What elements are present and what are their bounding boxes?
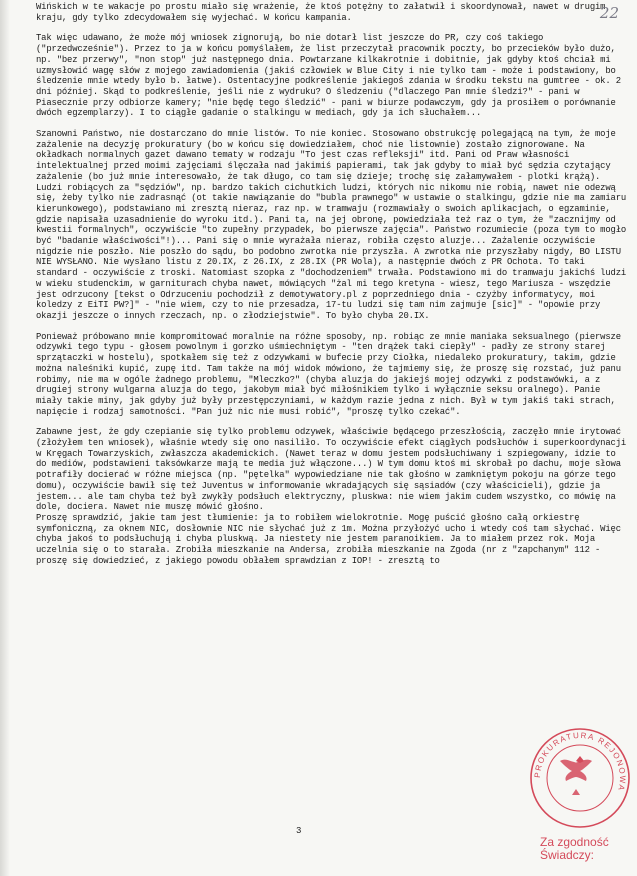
page-number: 3 — [296, 826, 302, 836]
paragraph-6: Proszę sprawdzić, jakie tam jest tłumienie: ja to robiłem wielokrotnie. Mogę puścić głośno całą orkiestrę symfoniczną, za oknem NIC, dosłownie NIC nie słychać już z 1m. Można przyłożyć ucho i wtedy coś tam słychać. Więc chyba jakoś to podsłuchują i chyba pluskwą. Ja niestety nie jestem paranoikiem. Ja to miałem przez rok. Moja uczelnia się o to starała. Zrobiła mieszkanie na Andersa, zrobiła mieszkanie na Zgoda (nr z "zapchanym" 112 - proszę się dowiedzieć, z jakiego powodu obłałem sprawdzian z IOP! - zresztą to — [36, 512, 621, 566]
paragraph-1: Wińskich w te wakacje po prostu miało się wrażenie, że ktoś potężny to załatwił i skoordynował, nawet w drugim kraju, gdy tylko zdecydowałem się wyjechać. W końcu kampania. — [36, 2, 606, 23]
stamp-label-line1: Za zgodność — [540, 835, 609, 849]
scan-binding-shadow — [0, 0, 10, 876]
official-stamp-seal — [528, 726, 632, 830]
handwritten-page-note: 22 — [599, 4, 619, 22]
paragraph-4: Ponieważ próbowano mnie kompromitować moralnie na różne sposoby, np. robiąc ze mnie maniaka seksualnego (pierwsze odzywki tego typu - głosem powolnym i gorzko uśmiechniętym - "ten drążek taki ciepły" - padły ze strony starej sprzątaczki w hostelu), spotkałem się też z odzywkami w bufecie przy Ciołka, niedaleko prokuratury, takim, gdzie można naleśniki kupić, zupę itd. Tam także na mój widok mówiono, że tajmiemy się, że proszę się rozstać, już panu robimy, nie ma w ogóle żadnego problemu, "Mleczko?" (chyba aluzja do jakiejś mojej odzywki z podstawówki, a z drugiej strony wulgarna aluzja do tego, jakobym miał być miłośnikiem tylko i wyłącznie seksu oralnego). Panie miały takie miny, jak gdyby już były przestępczyniami, w każdym razie jedna z nich. Był w tym jakiś taki strach, napięcie i rodzaj samotności. "Pan już nic nie musi robić", "proszę tylko czekać". — [36, 331, 621, 417]
stamp-label — [540, 836, 609, 862]
stamp-ring-text: PROKURATURA REJONOWA — [532, 730, 628, 793]
paragraph-5: Zabawne jest, że gdy czepianie się tylko problemu odzywek, właściwie będącego przeszłością, zaczęło mnie irytować (złożyłem ten wniosek), właśnie wtedy się ono nasiliło. To oczywiście efekt ciągłych podsłuchów i superkoordynacji w Kręgach Towarzyskich, zwłaszcza akademickich. (Nawet teraz w domu jestem podsłuchiwany i szpiegowany, idzie to do mediów, podstawieni taksówkarze mają te media już włączone...) W tym domu ktoś mi skrobał po dachu, moje słowa potrafiły docierać w różne miejsca (np. "pętelka" wypowiedziane nie tak głośno w zamkniętym pokoju na górze tego domu), oczywiście bawił się też Juventus w informowanie wkradających się sąsiadów (czy właścicieli), gdzie ja jestem... ale tam chyba też był zwykły podsłuch elektryczny, pluskwa: nie wiem jakim cudem wszystko, co mówię na dole, dociera. Nawet nie muszę mówić głośno. — [36, 427, 627, 513]
eagle-emblem-icon — [560, 756, 592, 795]
paragraph-2: Tak więc udawano, że może mój wniosek zignorują, bo nie dotarł list jeszcze do PR, czy coś takiego ("przedwcześnie"). Przez to ja w końcu pomyślałem, że list przeczytał pracownik poczty, bo przecieków było dużo, np. "bez przerwy", "non stop" już następnego dnia. Powtarzane kilkakrotnie i dobitnie, jak gdyby ktoś chciał mi uzmysłowić wagę słów z mojego zawiadomienia (jakiś człowiek w Blue City i nie tylko tam - może i podstawiony, bo śledzenie mnie wtedy było b. łatwe). Ostentacyjne podkreślenie jakiegoś zdania w środku tekstu na gumtree - ok. 2 dni później. Skąd to podkreślenie, jeśli nie z wydruku? O śledzeniu ("dlaczego Pan mnie śledzi?" - pani w Piasecznie przy odbiorze kamery; "nie będę tego śledzić" - pani w biurze podawczym, gdy ja prosiłem o porównanie dwóch egzemplarzy). I to ciągłe gadanie o stalkingu w mediach, gdy ja ich słuchałem... — [36, 33, 621, 119]
stamp-label-line2: Świadczy: — [540, 848, 595, 862]
paragraph-3: Szanowni Państwo, nie dostarczano do mnie listów. To nie koniec. Stosowano obstrukcję polegającą na tym, że moje zażalenie na decyzję prokuratury (bo w końcu się dowiedziałem, choć nie listownie) zostało zignorowane. Na okładkach normalnych gazet dawano tematy w rodzaju "To jest czas refleksji" itd. Pani od Praw własności intelektualnej przed moimi zajęciami ślęczała nad jakimiś papierami, tak jak gdyby to miał być sędzia czytający zażalenie (bo już mnie interesowało, że tak długo, co tam się dzieje; trochę się załamywałem - plotki krążą). Ludzi robiących za "sędziów", np. bardzo takich cichutkich ludzi, których nic nikomu nie robią, nawet nie odezwą się, żeby tylko nie zadrasnąć (ot takie nawiązanie do "bubla prawnego" w ustawie o stalkingu, gdzie nie ma zamiaru kierunkowego), podstawiano mi zresztą nieraz, raz np. w tramwaju (rozmawiały o swoich aplikacjach, o egzaminie, gdzie napisała uzasadnienie do wyroku itd.). Pani ta, na jej obronę, powiedziała też raz o tym, że "zacznijmy od kwestii formalnych", oczywiście "to zupełny przypadek, bo pierwsze zajęcia". Państwo rozumiecie (poza tym to mogło być "badanie właściwości"!)... Pani się o mnie wyrażała nieraz, robiła często aluzje... Zażalenie oczywiście nigdzie nie poszło. Nie poszło do sądu, bo podobno zwrotka nie przyszła. A zwrotka nie przyszłaby nigdy, BO LISTU NIE WYSŁANO. Nie wysłano listu z 20.IX, z 26.IX, z 28.IX (PR Wola), a następnie dwóch z PR Ochota. To taki standard - oczywiście z troski. Natomiast szopka z "dochodzeniem" trwała. Podstawiono mi do tramwaju jakichś ludzi w wieku studenckim, w garniturach chyba nawet, mówiących "żal mi tego kretyna - wiesz, tego Mariusza - wszędzie jest odrzucony [tekst o Odrzuceniu pochodził z demotywatory.pl z poprzedniego dnia - czyżby informatycy, moi koledzy z EiTI PW?]" - "nie wiem, czy to nie przesadza, 17-tu ludzi się tam nim zajmuje [sic]" - "opowie przy okazji jeszcze o innych rzeczach, np. o złodziejstwie". To było chyba 20.IX. — [36, 129, 627, 321]
